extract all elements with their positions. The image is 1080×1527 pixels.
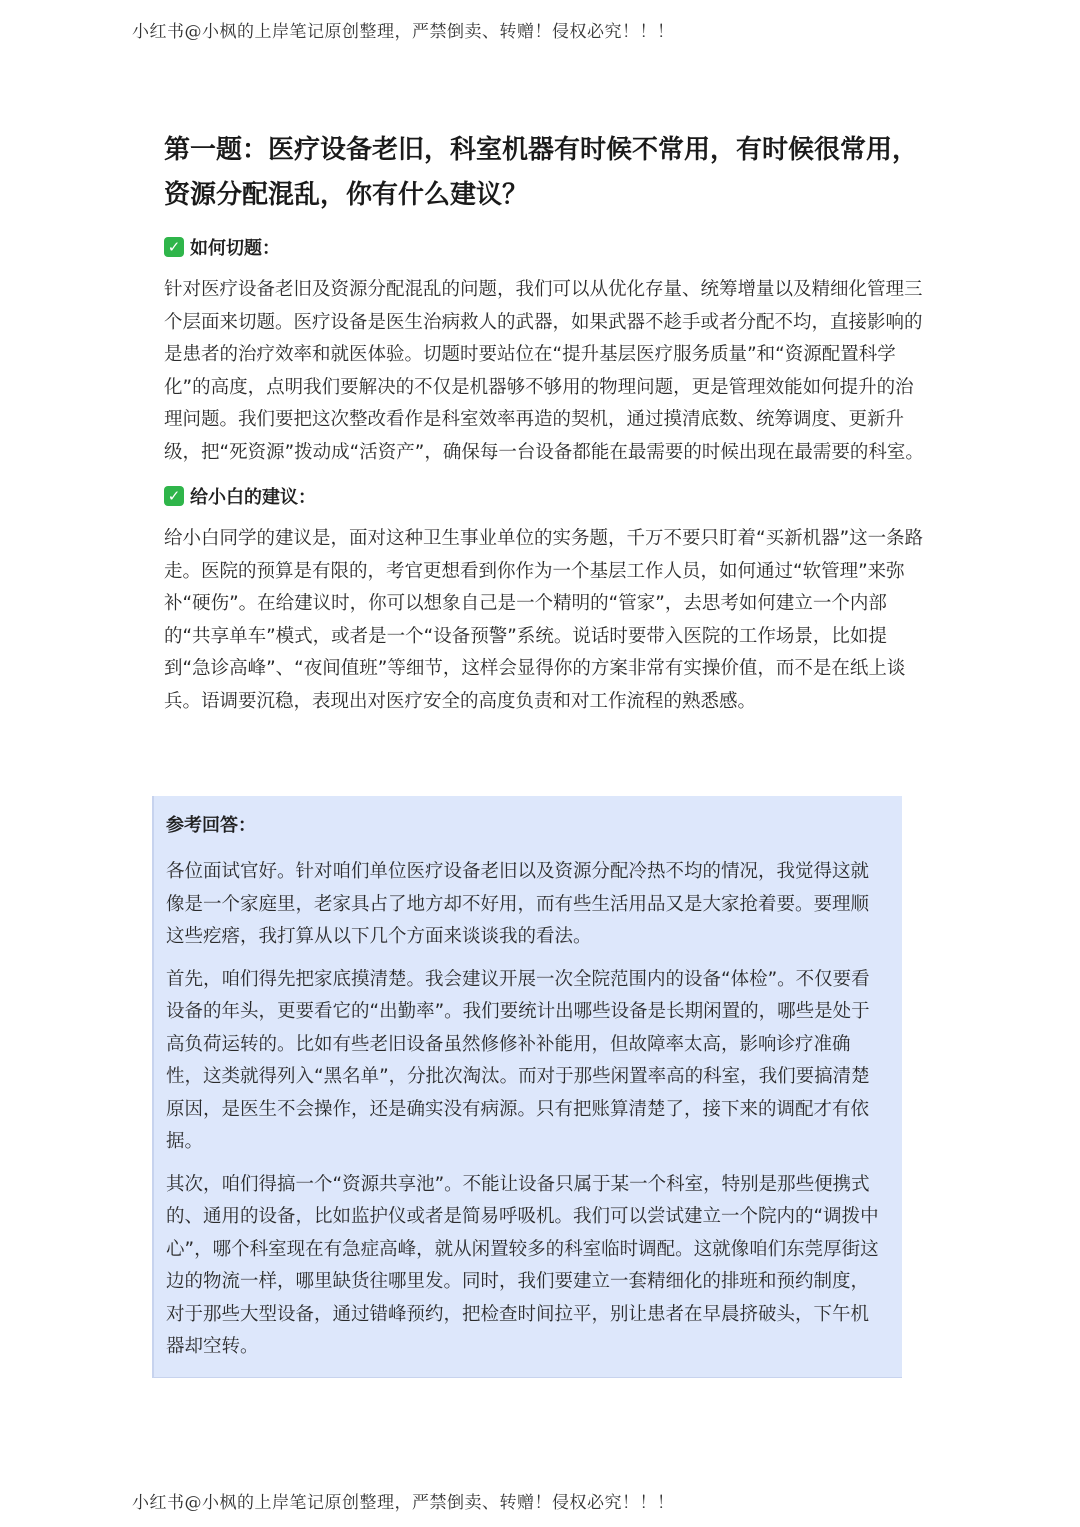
section-heading-label: 给小白的建议： bbox=[190, 487, 316, 508]
watermark-top: 小红书@小枫的上岸笔记原创整理，严禁倒卖、转赠！侵权必究！！！ bbox=[132, 22, 675, 42]
reference-paragraph: 各位面试官好。针对咱们单位医疗设备老旧以及资源分配冷热不均的情况，我觉得这就像是一个家庭里，老家具占了地方却不好用，而有些生活用品又是大家抢着要。要理顺这些疙瘩，我打算从以下几个方面来谈谈我的看法。 bbox=[166, 861, 870, 947]
section-heading-label: 如何切题： bbox=[190, 238, 280, 259]
reference-heading: 参考回答： bbox=[166, 815, 256, 836]
watermark-bottom: 小红书@小枫的上岸笔记原创整理，严禁倒卖、转赠！侵权必究！！！ bbox=[132, 1493, 675, 1513]
approach-paragraph: 针对医疗设备老旧及资源分配混乱的问题，我们可以从优化存量、统筹增量以及精细化管理三个层面来切题。医疗设备是医生治病救人的武器，如果武器不趁手或者分配不均，直接影响的是患者的治疗效率和就医体验。切题时要站位在“提升基层医疗服务质量”和“资源配置科学化”的高度，点明我们要解决的不仅是机器够不够用的物理问题，更是管理效能如何提升的治理问题。我们要把这次整改看作是科室效率再造的契机，通过摸清底数、统筹调度、更新升级，把“死资源”拨动成“活资产”，确保每一台设备都能在最需要的时候出现在最需要的科室。 bbox=[164, 279, 924, 463]
section-heading-approach bbox=[164, 232, 924, 262]
advice-paragraph: 给小白同学的建议是，面对这种卫生事业单位的实务题，千万不要只盯着“买新机器”这一条路走。医院的预算是有限的，考官更想看到你作为一个基层工作人员，如何通过“软管理”来弥补“硬伤”。在给建议时，你可以想象自己是一个精明的“管家”，去思考如何建立一个内部的“共享单车”模式，或者是一个“设备预警”系统。说话时要带入医院的工作场景，比如提到“急诊高峰”、“夜间值班”等细节，这样会显得你的方案非常有实操价值，而不是在纸上谈兵。语调要沉稳，表现出对医疗安全的高度负责和对工作流程的熟悉感。 bbox=[164, 528, 924, 712]
check-mark-icon: ✓ bbox=[164, 486, 184, 506]
reference-paragraph: 首先，咱们得先把家底摸清楚。我会建议开展一次全院范围内的设备“体检”。不仅要看设备的年头，更要看它的“出勤率”。我们要统计出哪些设备是长期闲置的，哪些是处于高负荷运转的。比如有些老旧设备虽然修修补补能用，但故障率太高，影响诊疗准确性，这类就得列入“黑名单”，分批次淘汰。而对于那些闲置率高的科室，我们要搞清楚原因，是医生不会操作，还是确实没有病源。只有把账算清楚了，接下来的调配才有依据。 bbox=[166, 968, 870, 1152]
reference-paragraph: 其次，咱们得搞一个“资源共享池”。不能让设备只属于某一个科室，特别是那些便携式的、通用的设备，比如监护仪或者是简易呼吸机。我们可以尝试建立一个院内的“调拨中心”，哪个科室现在有急症高峰，就从闲置较多的科室临时调配。这就像咱们东莞厚街这边的物流一样，哪里缺货往哪里发。同时，我们要建立一套精细化的排班和预约制度，对于那些大型设备，通过错峰预约，把检查时间拉平，别让患者在早晨挤破头，下午机器却空转。 bbox=[166, 1173, 879, 1357]
reference-answer-box bbox=[152, 796, 902, 1378]
section-heading-advice bbox=[164, 481, 924, 511]
check-mark-icon: ✓ bbox=[164, 237, 184, 257]
document-body bbox=[164, 128, 924, 730]
question-title: 第一题：医疗设备老旧，科室机器有时候不常用，有时候很常用，资源分配混乱，你有什么建议？ bbox=[164, 135, 919, 210]
